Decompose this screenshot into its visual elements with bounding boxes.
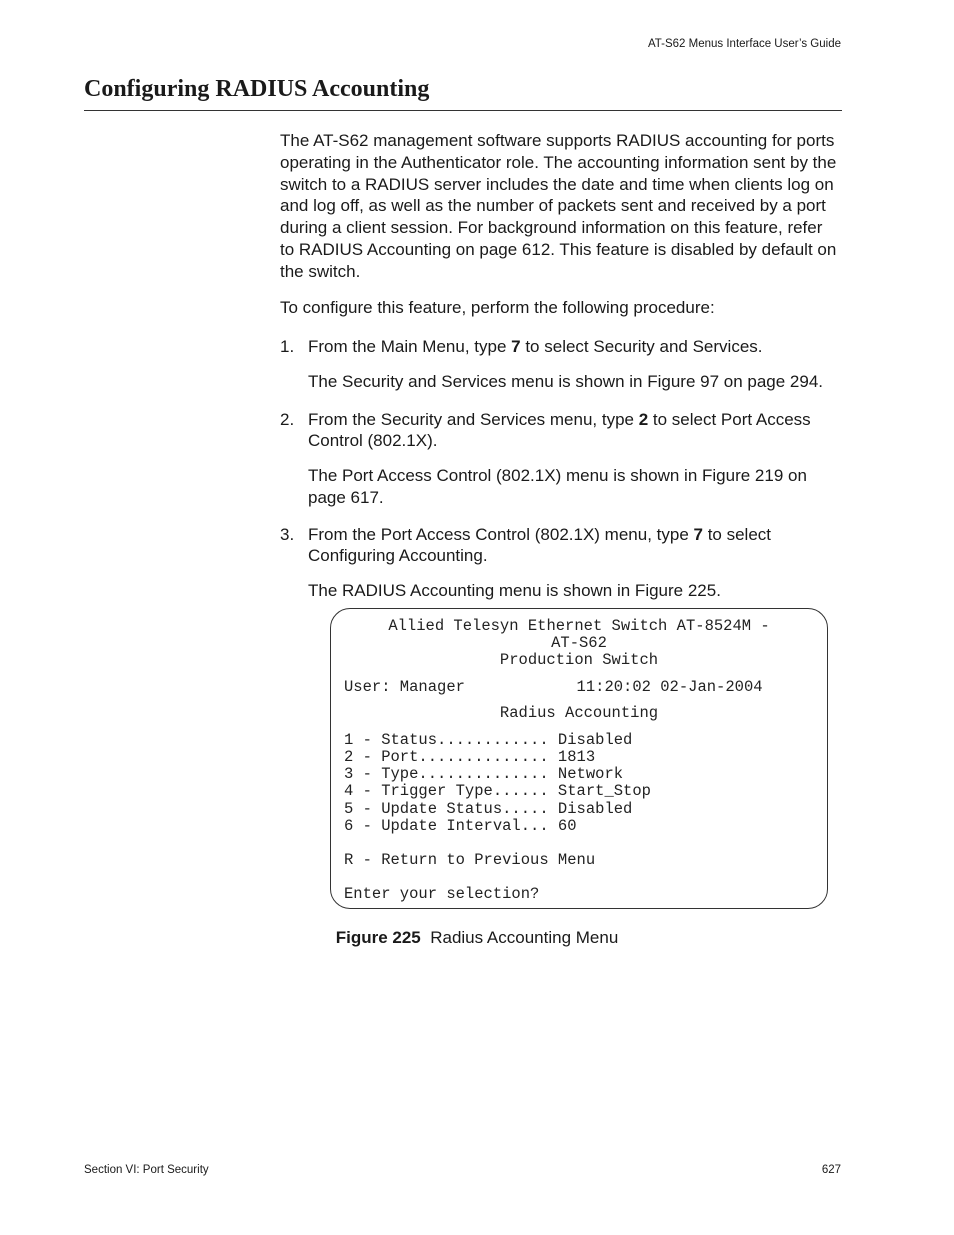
step-key: 7 <box>511 337 521 356</box>
menu-item-return: R - Return to Previous Menu <box>344 851 596 869</box>
menu-item-port: 2 - Port.............. 1813 <box>344 748 596 766</box>
terminal-screen <box>330 608 828 909</box>
footer-section: Section VI: Port Security <box>84 1164 209 1176</box>
step-key: 7 <box>693 525 703 544</box>
menu-item-update-interval: 6 - Update Interval... 60 <box>344 817 577 835</box>
menu-item-type: 3 - Type.............. Network <box>344 765 624 783</box>
step-number: 2. <box>280 410 295 429</box>
menu-item-trigger-type: 4 - Trigger Type...... Start_Stop <box>344 782 651 800</box>
step-text: From the Main Menu, type 7 to select Security and Services. <box>308 337 763 356</box>
terminal-menu-title: Radius Accounting <box>499 704 659 722</box>
terminal-prompt: Enter your selection? <box>344 885 540 903</box>
step-3-note: The RADIUS Accounting menu is shown in Figure 225. <box>308 581 721 600</box>
figure-title: Radius Accounting Menu <box>430 928 619 947</box>
running-header: AT-S62 Menus Interface User’s Guide <box>647 38 841 50</box>
step-1-note: The Security and Services menu is shown in Figure 97 on page 294. <box>308 372 824 391</box>
step-text: From the Port Access Control (802.1X) menu, type 7 to select Configuring Accounting. <box>308 525 772 565</box>
step-number: 1. <box>280 337 295 356</box>
step-key: 2 <box>638 410 649 429</box>
step-2-note: The Port Access Control (802.1X) menu is shown in Figure 219 on page 617. <box>308 466 807 507</box>
step-number: 3. <box>280 525 295 544</box>
terminal-title-line: AT-S62 <box>551 634 607 652</box>
figure-label: Figure 225 <box>335 928 421 947</box>
procedure-intro: To configure this feature, perform the following procedure: <box>280 298 715 317</box>
page-number: 627 <box>821 1164 841 1176</box>
page-title: Configuring RADIUS Accounting <box>84 76 430 102</box>
intro-paragraph: The AT-S62 management software supports RADIUS accounting for ports operating in the Authenticator role. The accounting information sent by the switch to a RADIUS server includes the date and time when clients log on and log off, as well as the number of packets sent and received by a port during a client session. For background information on this feature, refer to RADIUS Accounting on page 612. This feature is disabled by default on the switch. <box>280 131 837 281</box>
menu-item-update-status: 5 - Update Status..... Disabled <box>344 800 633 818</box>
terminal-switch-name: Production Switch <box>499 651 659 669</box>
figure-caption <box>0 928 954 948</box>
title-rule <box>84 110 842 111</box>
step-text: From the Security and Services menu, type 2 to select Port Access Control (802.1X). <box>308 410 811 450</box>
terminal-title-line: Allied Telesyn Ethernet Switch AT-8524M - <box>388 617 770 635</box>
menu-item-status: 1 - Status............ Disabled <box>344 731 633 749</box>
terminal-user-line: User: Manager 11:20:02 02-Jan-2004 <box>344 678 763 696</box>
